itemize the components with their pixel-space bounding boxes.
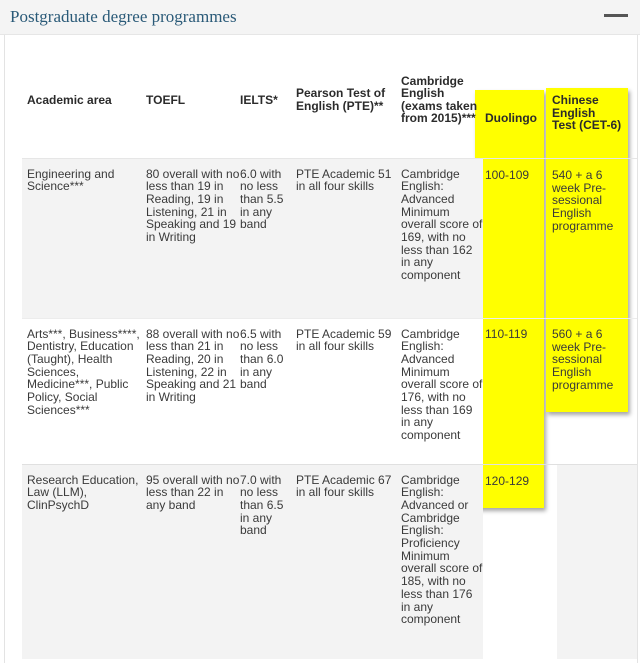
requirements-table — [22, 50, 637, 659]
header-cambridge: Cambridge English (exams taken from 2015)*** — [401, 73, 478, 126]
cell-cambridge: Cambridge English: Advanced Minimum overall score of 169, with no less than 162 in any component — [401, 158, 483, 318]
cell-cambridge: Cambridge English: Advanced or Cambridge English: Proficiency Minimum overall score of 185, with no less than 176 in any component — [401, 464, 483, 659]
cell-duolingo: 120-129 — [485, 474, 530, 488]
header-duolingo-slot — [483, 50, 557, 158]
cell-cet-empty — [557, 464, 637, 659]
cell-ielts: 7.0 with no less than 6.5 in any band — [240, 464, 296, 659]
collapse-icon[interactable] — [604, 14, 628, 17]
cell-toefl: 95 overall with no less than 22 in any band — [146, 464, 240, 659]
cell-area: Engineering and Science*** — [22, 158, 146, 318]
cell-duolingo: 110-119 — [485, 327, 528, 341]
cell-duolingo: 100-109 — [485, 168, 530, 182]
cell-cet: 540 + a 6 week Pre-sessional English programme — [552, 168, 614, 233]
cell-pte: PTE Academic 67 in all four skills — [296, 464, 401, 659]
header-duolingo: Duolingo — [485, 111, 537, 125]
cell-pte: PTE Academic 59 in all four skills — [296, 318, 401, 464]
header-academic-area: Academic area — [27, 92, 112, 107]
cell-cambridge: Cambridge English: Advanced Minimum overall score of 176, with no less than 169 in any component — [401, 318, 483, 464]
cell-ielts: 6.5 with no less than 6.0 in any band — [240, 318, 296, 464]
header-ielts: IELTS* — [240, 92, 278, 107]
cell-cet: 560 + a 6 week Pre-sessional English programme — [552, 327, 614, 392]
cell-ielts: 6.0 with no less than 5.5 in any band — [240, 158, 296, 318]
section-title: Postgraduate degree programmes — [10, 7, 237, 26]
cell-area: Arts***, Business****, Dentistry, Education (Taught), Health Sciences, Medicine***, Public Policy, Social Sciences*** — [22, 318, 146, 464]
table-row — [22, 158, 637, 318]
table-header-row — [22, 50, 637, 158]
cell-duolingo-slot — [483, 158, 557, 318]
table-row — [22, 464, 637, 659]
header-cet: Chinese English Test (CET-6) — [552, 93, 622, 132]
cell-toefl: 80 overall with no less than 19 in Reading, 19 in Listening, 21 in Speaking and 19 in Writing — [146, 158, 240, 318]
section-header[interactable] — [0, 0, 640, 35]
cell-area: Research Education, Law (LLM), ClinPsychD — [22, 464, 146, 659]
header-toefl: TOEFL — [146, 92, 186, 107]
cell-toefl: 88 overall with no less than 21 in Reading, 20 in Listening, 22 in Speaking and 21 in Writing — [146, 318, 240, 464]
cell-duolingo-slot — [483, 464, 557, 659]
header-pte: Pearson Test of English (PTE)** — [296, 86, 386, 113]
cell-pte: PTE Academic 51 in all four skills — [296, 158, 401, 318]
